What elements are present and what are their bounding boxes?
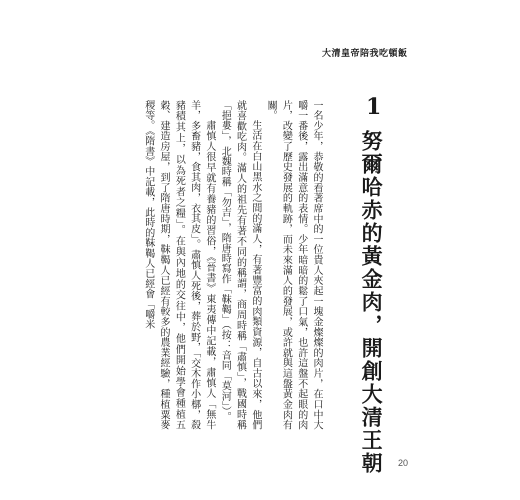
paragraph-1: 一名少年，恭敬的看著席中的一位貴人夾起一塊金燦燦的肉片，在口中大嚼一番後，露出滿意的表情。少年暗暗的鬆了口氣，也許這盤不起眼的肉片，改變了歷史發展的軌跡，而未來滿人的發展，或許就與這盤黃金肉有關。 <box>265 100 322 430</box>
paragraph-2: 生活在白山黑水之間的滿人，有著豐富的肉類資源，自古以來，他們就喜歡吃肉。滿人的祖先有著不同的稱謂，商周時稱「肅慎」，戰國時稱「挹婁」，北魏時稱「勿吉」，隋唐時寫作「靺鞨」（按：音同「莫河」）。 <box>219 100 261 430</box>
chapter-number: 1 <box>366 94 382 120</box>
paragraph-3: 肅慎人很早就有養豬的習俗，《晉書》東夷傳中記載，肅慎人「無牛羊，多畜豬，食其肉，衣其皮」。肅慎人死後，葬於野，「交木作小槨，殺豬積其上，以為死者之糧」。在與內地的交往中，他們開始學會種植五穀、建造房屋，到了隋唐時期，靺鞨人已經有較多的農業經驗，種植粟麥稷等。《隋書》中記載，此時的靺鞨人已經會「嚼米 <box>142 100 215 430</box>
chapter-title: 努爾哈赤的黃金肉，開創大清王朝 <box>359 130 385 475</box>
page-number: 20 <box>398 458 409 468</box>
body-text <box>140 100 324 430</box>
running-header: 大清皇帝陪我吃頓飯 <box>322 49 408 59</box>
